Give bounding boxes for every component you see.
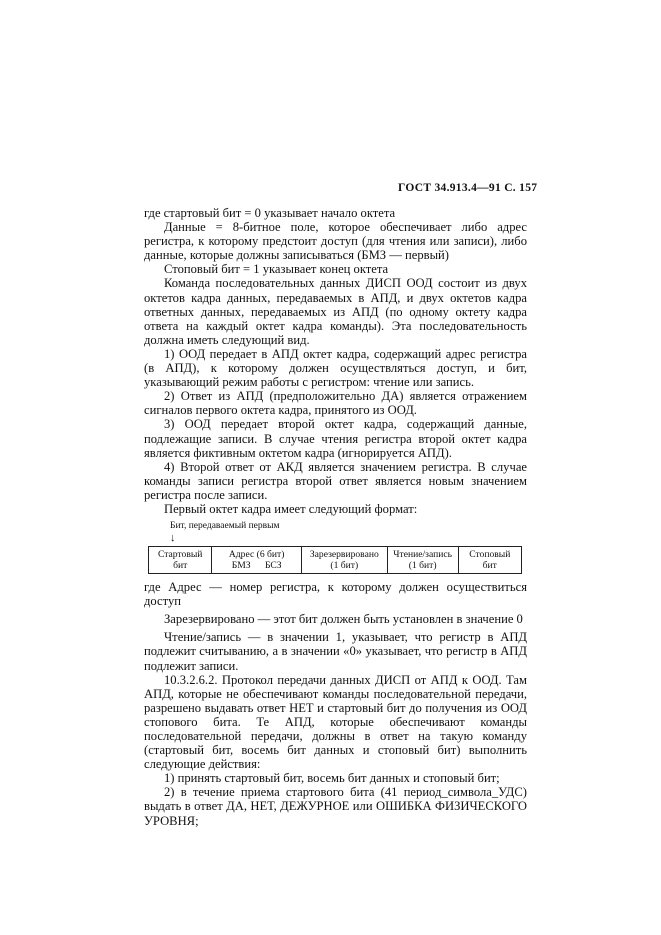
cell-line: Чтение/запись [393,549,452,561]
table-row [149,547,522,574]
bit-order-label: Бит, передаваемый первым [170,521,280,532]
paragraph: Чтение/запись — в значении 1, указывает, что регистр в АПД подлежит считыванию, а в значении «0» указывает, что регистр в АПД подлежит записи. [144,630,527,673]
paragraph: Стоповый бит = 1 указывает конец октета [164,262,389,277]
paragraph: Зарезервировано — этот бит должен быть установлен в значение 0 [164,612,523,627]
table-cell-read-write [387,547,458,574]
paragraph: Первый октет кадра имеет следующий формат: [164,501,418,516]
paragraph: 2) в течение приема стартового бита (41 период_символа_УДС) выдать в ответ ДА, НЕТ, ДЕЖУРНОЕ или ОШИБКА ФИЗИЧЕСКОГО УРОВНЯ; [144,785,527,828]
paragraph: 4) Второй ответ от АКД является значением регистра. В случае команды записи регистра второй ответ является новым значением регистра после записи. [144,459,527,502]
table-cell-address [212,547,302,574]
cell-line: БМЗ БСЗ [231,560,282,572]
cell-line: (1 бит) [408,560,437,572]
cell-line: Стартовый [157,549,203,561]
paragraph: 1) ООД передает в АПД октет кадра, содержащий адрес регистра (в АПД), к которому должен осуществляться доступ, и бит, указывающий режим работы с регистром: чтение или запись. [144,346,527,390]
paragraph: где стартовый бит = 0 указывает начало октета [144,206,396,220]
paragraph: Данные = 8-битное поле, которое обеспечивает либо адрес регистра, к которому предстоит доступ (для чтения или записи), либо данные, которые должны записываться (БМЗ — первый) [144,220,527,263]
table-cell-reserved [301,547,387,574]
octet-format-table [148,546,522,574]
cell-line: (1 бит) [330,560,359,572]
document-body [144,206,527,828]
paragraph: Команда последовательных данных ДИСП ООД состоит из двух октетов кадра данных, передаваемых в АПД, и двух октетов кадра ответных данных, передаваемых из АПД (по одному октету кадра ответа на каждый октет кадра команды). Эта последовательность должна иметь следующий вид. [144,276,527,347]
cell-line: бит [482,560,497,572]
cell-line: Стоповый [469,549,511,561]
table-cell-stop-bit [458,547,521,574]
table-cell-start-bit [149,547,212,574]
paragraph: 3) ООД передает второй октет кадра, содержащий данные, подлежащие записи. В случае чтения регистра второй октет кадра является фиктивным октетом кадра (игнорируется АПД). [144,417,527,460]
page-header: ГОСТ 34.913.4—91 С. 157 [398,182,538,194]
down-arrow-icon: ↓ [170,532,176,545]
paragraph: где Адрес — номер регистра, к которому должен осуществиться доступ [144,580,527,609]
cell-line: Зарезервировано [309,549,379,561]
cell-line: бит [173,560,188,572]
paragraph: 1) принять стартовый бит, восемь бит данных и стоповый бит; [164,771,500,786]
cell-line: Адрес (6 бит) [228,549,285,561]
paragraph: 10.3.2.6.2. Протокол передачи данных ДИСП от АПД к ООД. Там АПД, которые не обеспечивают команды последовательной передачи, разрешено выдавать ответ НЕТ и стартовый бит до получения из ООД стопового бита. Те АПД, которые обеспечивают команды последовательной передачи, должны в ответ на такую команду (стартовый бит, восемь бит данных и стоповый бит) выполнить следующие действия: [144,672,527,772]
paragraph: 2) Ответ из АПД (предположительно ДА) является отражением сигналов первого октета кадра, принятого из ООД. [144,389,527,418]
